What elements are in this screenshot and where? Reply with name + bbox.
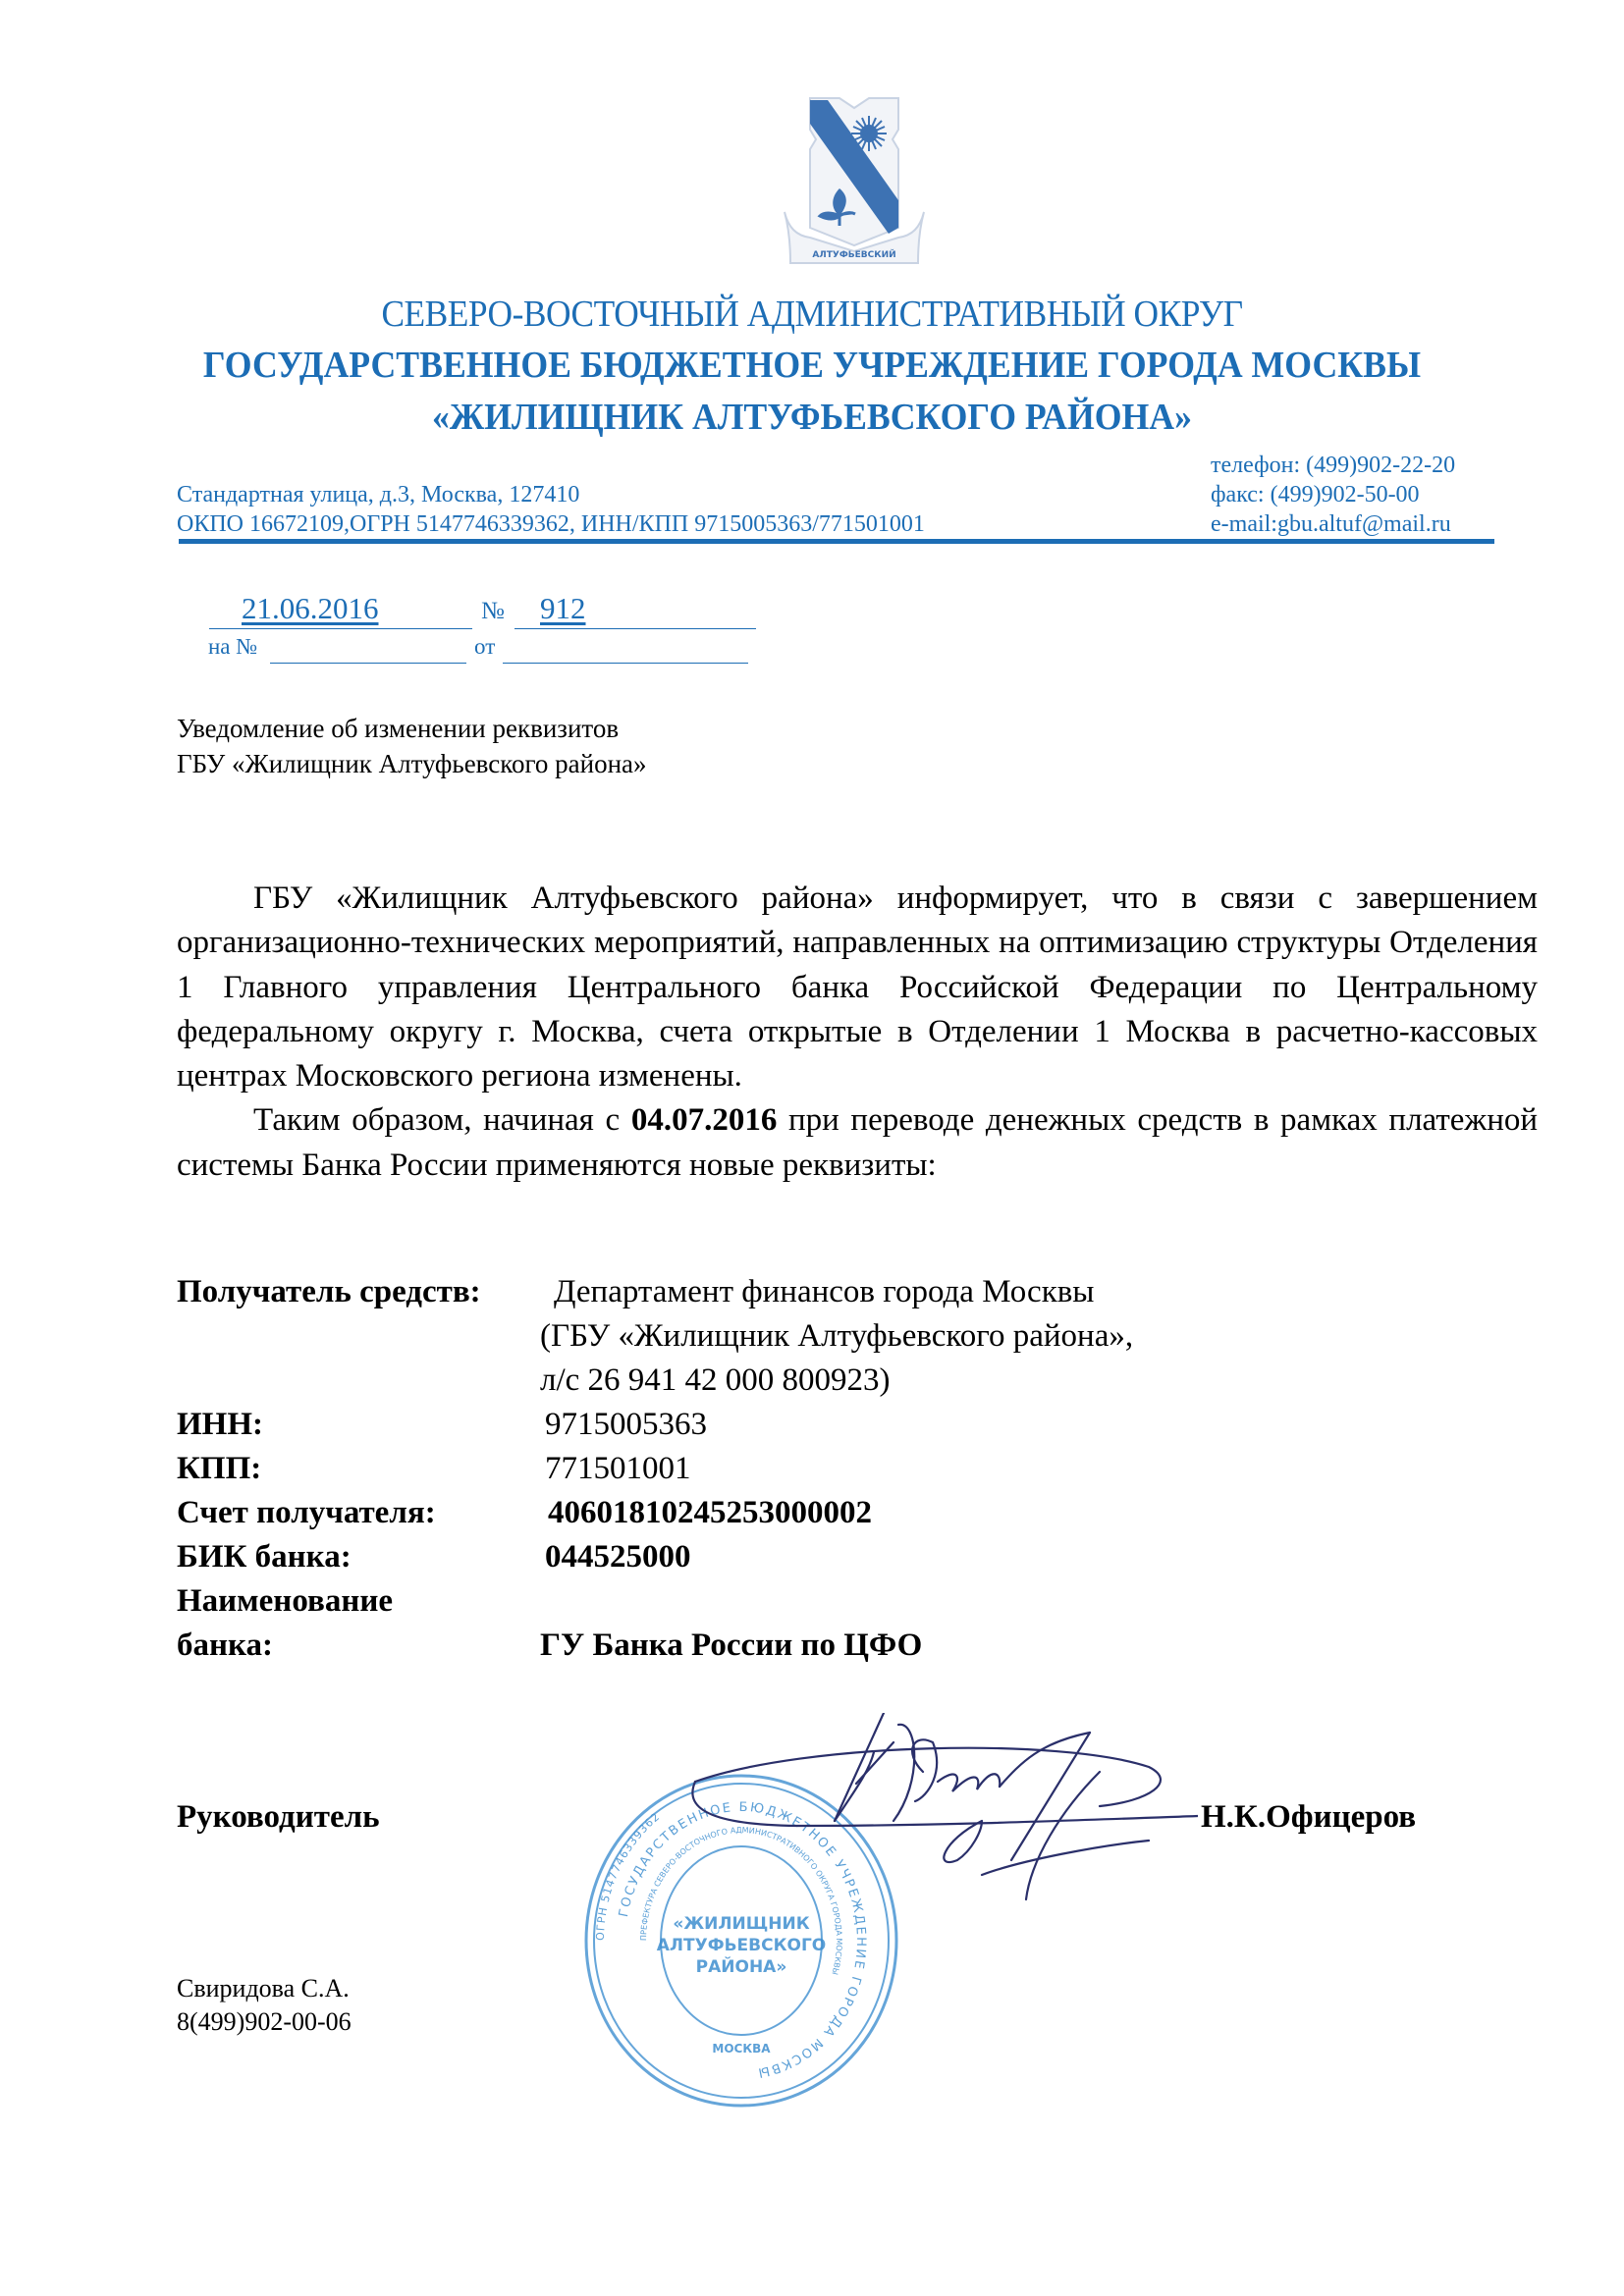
- document-number: 912: [540, 591, 586, 625]
- handwritten-signature: [687, 1713, 1198, 1919]
- stamp-outer-text: ГОСУДАРСТВЕННОЕ БЮДЖЕТНОЕ УЧРЕЖДЕНИЕ ГОРОДА МОСКВЫ: [616, 1799, 869, 2080]
- stamp-city: МОСКВА: [712, 2042, 771, 2056]
- phone: телефон: (499)902-22-20: [1211, 453, 1456, 478]
- paragraph-2: [177, 1098, 1538, 1188]
- recipient-label: Получатель средств:: [177, 1274, 481, 1309]
- org-type-title: ГОСУДАРСТВЕННОЕ БЮДЖЕТНОЕ УЧРЕЖДЕНИЕ ГОРОДА МОСКВЫ: [202, 345, 1422, 386]
- stamp-center-line-3: РАЙОНА»: [695, 1957, 787, 1977]
- stamp-center-line-2: АЛТУФЬЕВСКОГО: [656, 1936, 827, 1955]
- inn-value: 9715005363: [545, 1407, 707, 1442]
- paragraph-2-intro: Таким образом, начиная с: [253, 1102, 621, 1139]
- paragraph-1: ГБУ «Жилищник Алтуфьевского района» информирует, что в связи с завершением организационно-технических мероприятий, направленных на оптимизацию структуры Отделения 1 Главного управления Центрального банка Российской Федерации по Центральному федеральному округу г. Москва, счета открытые в Отделении 1 Москва в расчетно-кассовых центрах Московского региона изменены.: [177, 881, 1538, 1095]
- inn-label: ИНН:: [177, 1407, 263, 1442]
- ref-number-underline: [270, 663, 466, 664]
- registry-codes: ОКПО 16672109,ОГРН 5147746339362, ИНН/КПП 9715005363/771501001: [177, 511, 925, 537]
- coat-of-arms-icon: [771, 90, 938, 269]
- fax: факс: (499)902-50-00: [1211, 482, 1420, 507]
- letter-body: [177, 877, 1538, 1188]
- account-value: 40601810245253000002: [548, 1495, 872, 1530]
- executor-name: Свиридова С.А.: [177, 1974, 350, 2002]
- stamp-ogrn: ОГРН 5147746339362: [593, 1809, 663, 1942]
- stamp-inner-text: ПРЕФЕКТУРА СЕВЕРО-ВОСТОЧНОГО АДМИНИСТРАТИВНОГО ОКРУГА ГОРОДА МОСКВЫ: [638, 1825, 844, 1976]
- subject-line-2: ГБУ «Жилищник Алтуфьевского района»: [177, 749, 647, 778]
- recipient-account: л/с 26 941 42 000 800923): [540, 1362, 891, 1398]
- bank-label-line-1: Наименование: [177, 1583, 393, 1619]
- district-title: СЕВЕРО-ВОСТОЧНЫЙ АДМИНИСТРАТИВНЫЙ ОКРУГ: [381, 294, 1243, 335]
- number-underline: [514, 628, 756, 629]
- bank-name: ГУ Банка России по ЦФО: [540, 1628, 923, 1663]
- bik-label: БИК банка:: [177, 1539, 352, 1575]
- email: e-mail:gbu.altuf@mail.ru: [1211, 511, 1451, 537]
- bik-value: 044525000: [545, 1539, 691, 1575]
- account-label: Счет получателя:: [177, 1495, 436, 1530]
- number-label: №: [481, 598, 505, 624]
- recipient-line-1: Департамент финансов города Москвы: [554, 1274, 1095, 1309]
- stamp-center-line-1: «ЖИЛИЩНИК: [673, 1914, 810, 1934]
- kpp-value: 771501001: [545, 1451, 691, 1486]
- document-date: 21.06.2016: [242, 591, 379, 625]
- header-divider: [179, 539, 1494, 544]
- org-name-title: «ЖИЛИЩНИК АЛТУФЬЕВСКОГО РАЙОНА»: [432, 397, 1192, 438]
- date-underline: [209, 628, 472, 629]
- paragraph-2-rest: при переводе денежных средств в рамках платежной системы Банка России применяются новые реквизиты:: [177, 1102, 1539, 1183]
- coat-of-arms-label: АЛТУФЬЕВСКИЙ: [812, 250, 896, 260]
- ref-date-underline: [503, 663, 748, 664]
- recipient-line-2: (ГБУ «Жилищник Алтуфьевского района»,: [540, 1318, 1134, 1354]
- effective-date: 04.07.2016: [630, 1102, 778, 1139]
- bank-label-line-2: банка:: [177, 1628, 274, 1663]
- signatory-name: Н.К.Офицеров: [1201, 1799, 1417, 1835]
- ref-number-label: на №: [208, 634, 258, 659]
- signatory-position: Руководитель: [177, 1799, 380, 1835]
- subject-line-1: Уведомление об изменении реквизитов: [177, 714, 620, 743]
- kpp-label: КПП:: [177, 1451, 262, 1486]
- address: Стандартная улица, д.3, Москва, 127410: [177, 482, 580, 507]
- ref-date-label: от: [474, 634, 496, 659]
- executor-phone: 8(499)902-00-06: [177, 2007, 352, 2036]
